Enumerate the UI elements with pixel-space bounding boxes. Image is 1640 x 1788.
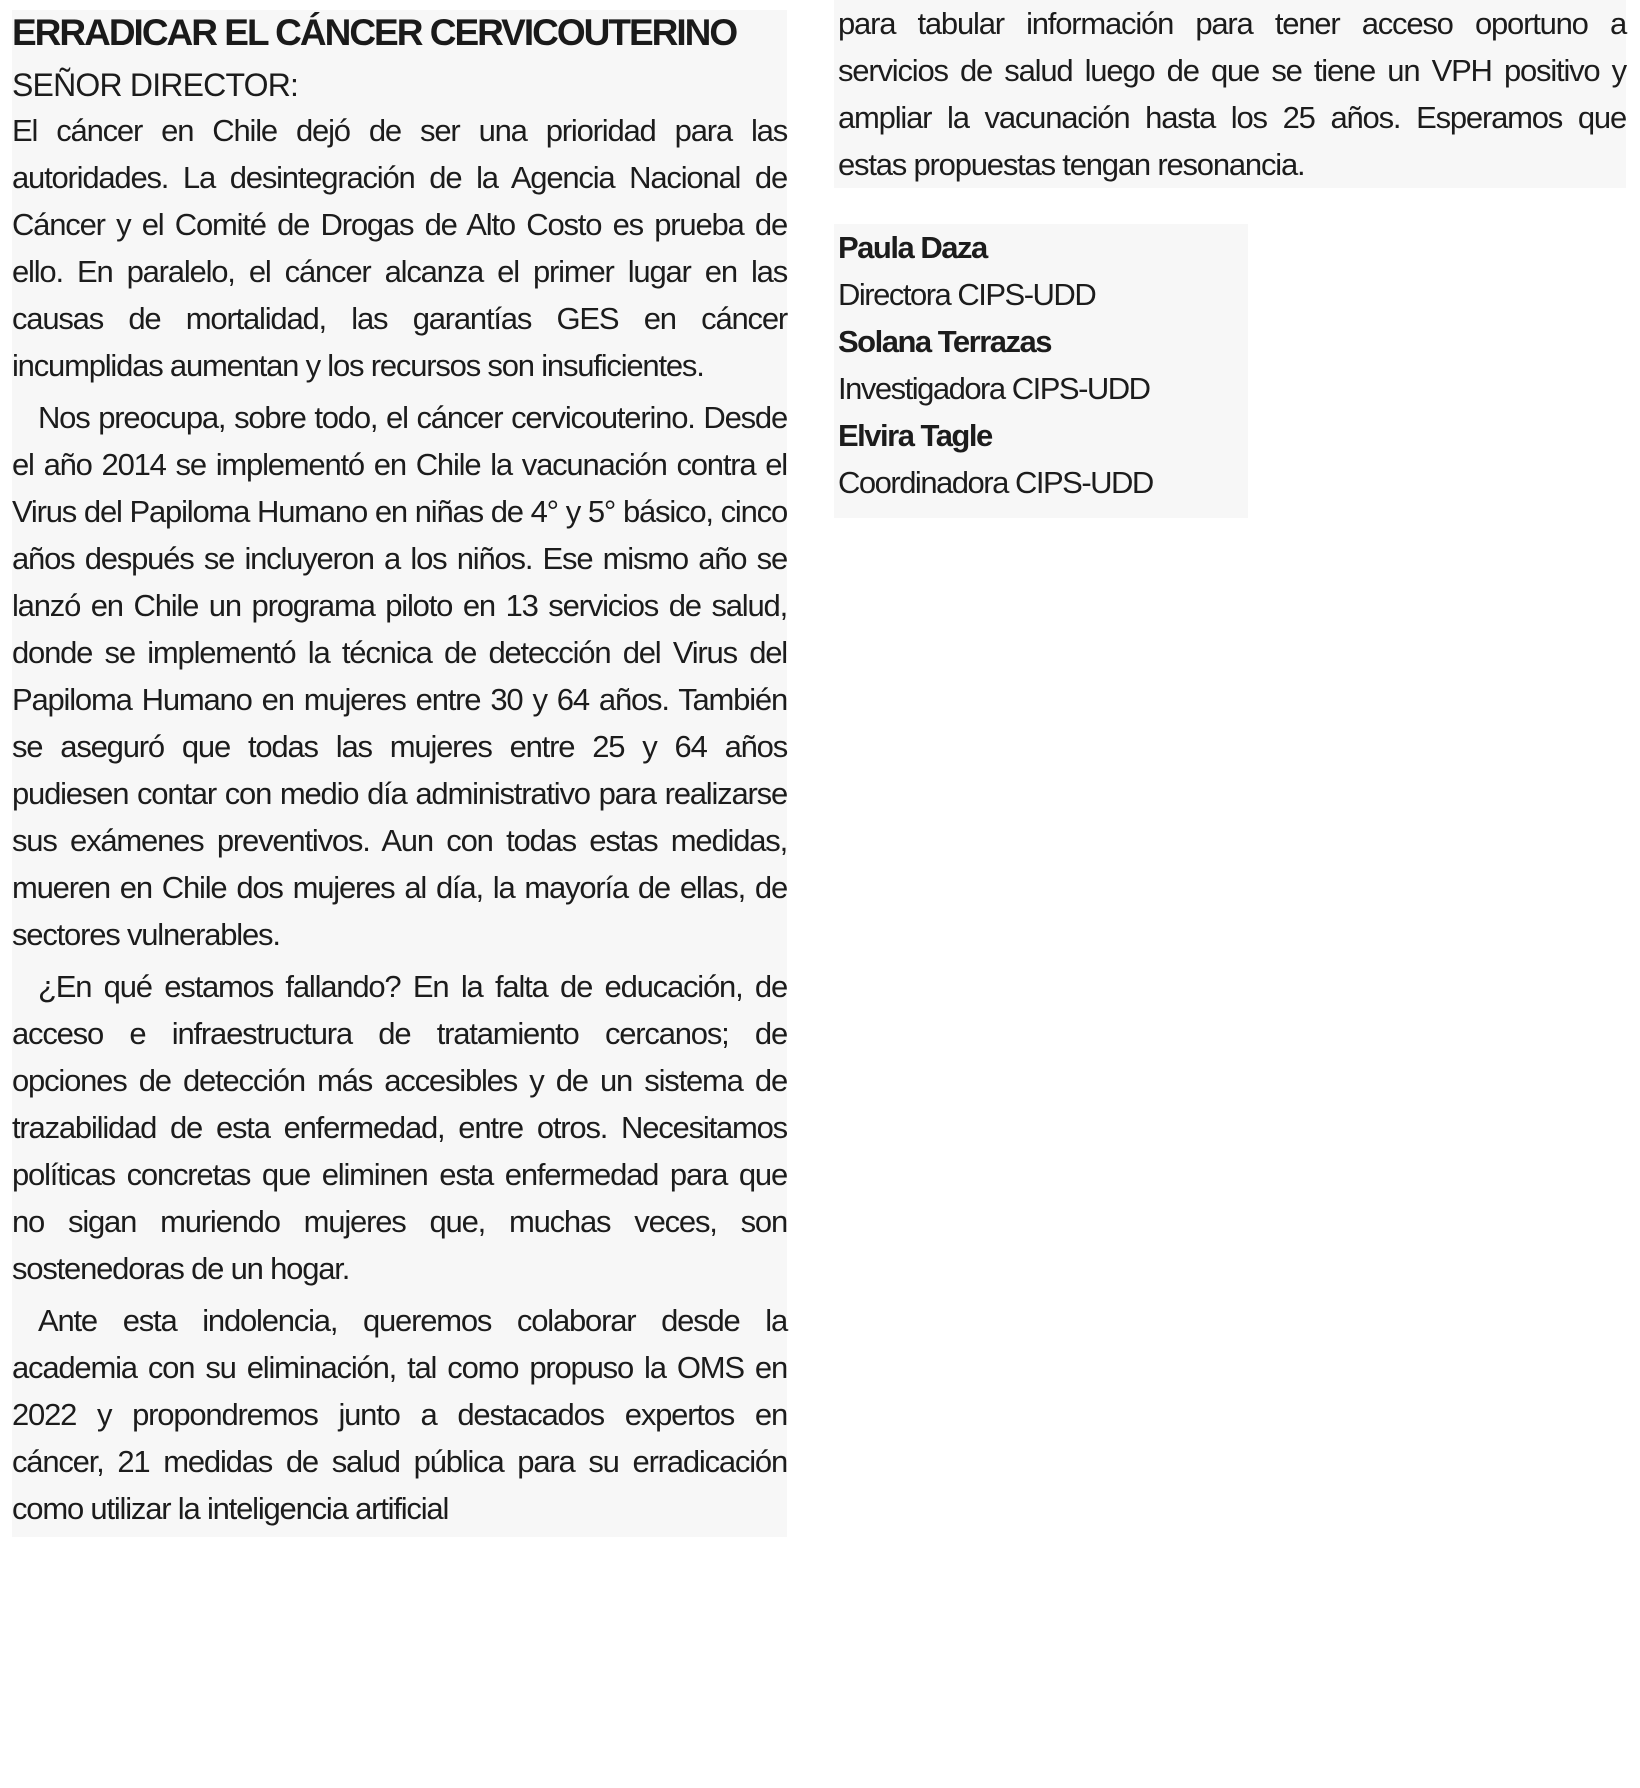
signatory-name: Solana Terrazas: [838, 324, 1051, 359]
signatory-role: Coordinadora CIPS-UDD: [838, 465, 1153, 500]
letter-salutation: SEÑOR DIRECTOR:: [12, 67, 299, 103]
signatory-role: Directora CIPS-UDD: [838, 277, 1096, 312]
letter-paragraph: El cáncer en Chile dejó de ser una prioridad para las autoridades. La desintegración de la Agencia Nacional de Cáncer y el Comité de Drogas de Alto Costo es prueba de ello. En paralelo, el cáncer alcanza el primer lugar en las causas de mortalidad, las garantías GES en cáncer incumplidas aumentan y los recursos son insuficientes.: [12, 113, 787, 383]
signatory-name: Paula Daza: [838, 230, 987, 265]
letter-right-column: [834, 0, 1626, 518]
signatory-name: Elvira Tagle: [838, 418, 992, 453]
letter-headline: ERRADICAR EL CÁNCER CERVICOUTERINO: [12, 12, 737, 53]
letter-paragraph: ¿En qué estamos fallando? En la falta de educación, de acceso e infraestructura de tratamiento cercanos; de opciones de detección más accesibles y de un sistema de trazabilidad de esta enfermedad, entre otros. Necesitamos políticas concretas que eliminen esta enfermedad para que no sigan muriendo mujeres que, muchas veces, son sostenedoras de un hogar.: [12, 969, 787, 1286]
letter-continuation: para tabular información para tener acceso oportuno a servicios de salud luego de que se tiene un VPH positivo y ampliar la vacunación hasta los 25 años. Esperamos que estas propuestas tengan resonancia.: [834, 0, 1626, 188]
letter-left-column: [12, 10, 787, 1537]
letter-paragraph: Ante esta indolencia, queremos colaborar desde la academia con su eliminación, tal como propuso la OMS en 2022 y propondremos junto a destacados expertos en cáncer, 21 medidas de salud pública para su erradicación como utilizar la inteligencia artificial: [12, 1303, 787, 1526]
signatory-role: Investigadora CIPS-UDD: [838, 371, 1150, 406]
signature-block: [834, 224, 1248, 518]
letter-paragraph: Nos preocupa, sobre todo, el cáncer cervicouterino. Desde el año 2014 se implementó en Chile la vacunación contra el Virus del Papiloma Humano en niñas de 4° y 5° básico, cinco años después se incluyeron a los niños. Ese mismo año se lanzó en Chile un programa piloto en 13 servicios de salud, donde se implementó la técnica de detección del Virus del Papiloma Humano en mujeres entre 30 y 64 años. También se aseguró que todas las mujeres entre 25 y 64 años pudiesen contar con medio día administrativo para realizarse sus exámenes preventivos. Aun con todas estas medidas, mueren en Chile dos mujeres al día, la mayoría de ellas, de sectores vulnerables.: [12, 400, 787, 952]
